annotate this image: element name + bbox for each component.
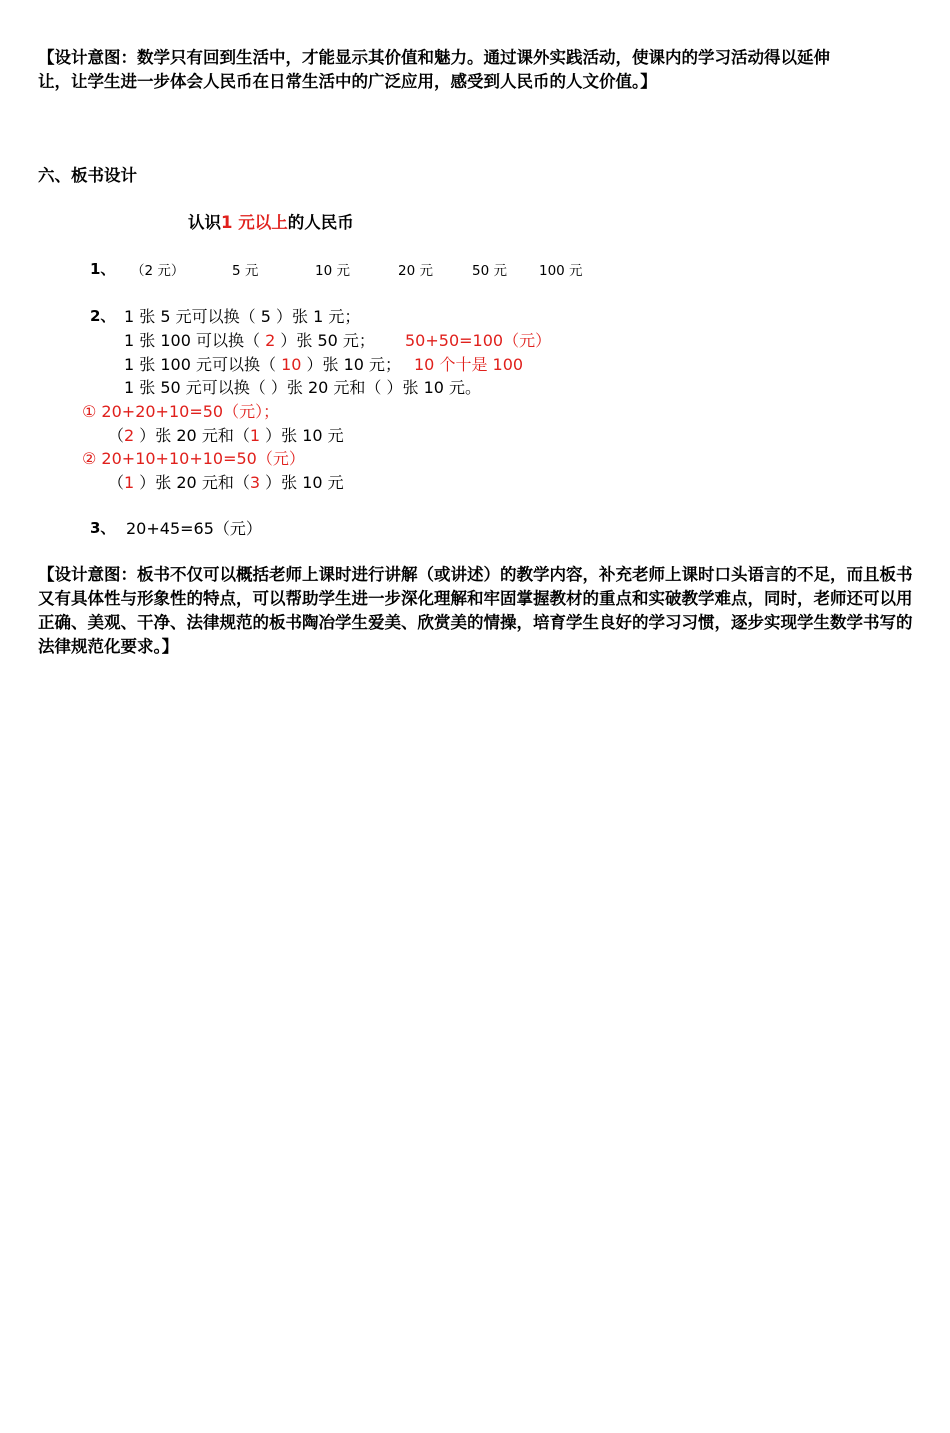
- denomination: 5 元: [232, 263, 259, 279]
- text: ）张 10 元；: [301, 355, 402, 374]
- board-title-suffix: 的人民币: [287, 213, 354, 232]
- board-title-prefix: 认识: [188, 213, 221, 232]
- method-1-answer: [108, 423, 344, 446]
- answer: 3: [249, 473, 261, 492]
- exchange-line-3-note: 10 个十是 100: [414, 355, 524, 374]
- text: ）张 20 元和（: [134, 473, 250, 492]
- method-2-equation: ② 20+10+10+10=50（元）: [82, 449, 305, 468]
- answer: 2: [265, 331, 276, 350]
- item-3-equation: 20+45=65（元）: [126, 519, 262, 538]
- text: ）张 50 元；: [275, 331, 375, 350]
- answer: 1: [124, 473, 135, 492]
- exchange-line-3: [124, 352, 401, 375]
- section-heading: 六、板书设计: [38, 166, 137, 185]
- text: ）张 20 元和（: [134, 426, 250, 445]
- text: 1 张 5 元可以换（: [124, 307, 261, 326]
- text: （: [108, 426, 125, 445]
- text: 1 张 100 可以换（: [124, 331, 266, 350]
- text: ）张 10 元: [260, 473, 344, 492]
- design-intent-line-2: 让，让学生进一步体会人民币在日常生活中的广泛应用，感受到人民币的人文价值。】: [38, 72, 657, 91]
- exchange-line-2-calc: 50+50=100（元）: [405, 331, 552, 350]
- item-1-number: 1、: [90, 260, 116, 278]
- item-3-number: 3、: [90, 519, 116, 537]
- item-2-number: 2、: [90, 307, 116, 325]
- method-2-answer: [108, 470, 344, 493]
- text: （: [108, 473, 125, 492]
- answer: 2: [124, 426, 135, 445]
- exchange-line-2: [124, 328, 375, 351]
- denomination: 10 元: [315, 263, 350, 279]
- method-1-equation: ① 20+20+10=50（元）；: [82, 402, 280, 421]
- exchange-line-1: [124, 304, 360, 327]
- board-title: [188, 209, 354, 233]
- denomination: 50 元: [472, 263, 507, 279]
- answer: 5: [260, 307, 271, 326]
- board-title-highlight: 1 元以上: [221, 213, 288, 232]
- text: ）张 1 元；: [270, 307, 361, 326]
- answer: 1: [249, 426, 261, 445]
- denomination: 100 元: [539, 263, 583, 279]
- answer: 10: [281, 355, 302, 374]
- denomination: 20 元: [398, 263, 433, 279]
- denomination: （2 元）: [131, 263, 185, 279]
- text: 1 张 100 元可以换（: [124, 355, 282, 374]
- design-intent-line-1: 【设计意图：数学只有回到生活中，才能显示其价值和魅力。通过课外实践活动，使课内的学习活动得以延伸: [38, 48, 830, 67]
- design-intent-paragraph: 【设计意图：板书不仅可以概括老师上课时进行讲解（或讲述）的教学内容，补充老师上课时口头语言的不足，而且板书又有具体性与形象性的特点，可以帮助学生进一步深化理解和牢固掌握教材的重点和实破教学难点，同时，老师还可以用正确、美观、干净、法律规范的板书陶冶学生爱美、欣赏美的情操，培育学生良好的学习习惯，逐步实现学生数学书写的法律规范化要求。】: [38, 565, 913, 656]
- exchange-line-4: 1 张 50 元可以换（ ）张 20 元和（ ）张 10 元。: [124, 378, 482, 397]
- text: ）张 10 元: [260, 426, 344, 445]
